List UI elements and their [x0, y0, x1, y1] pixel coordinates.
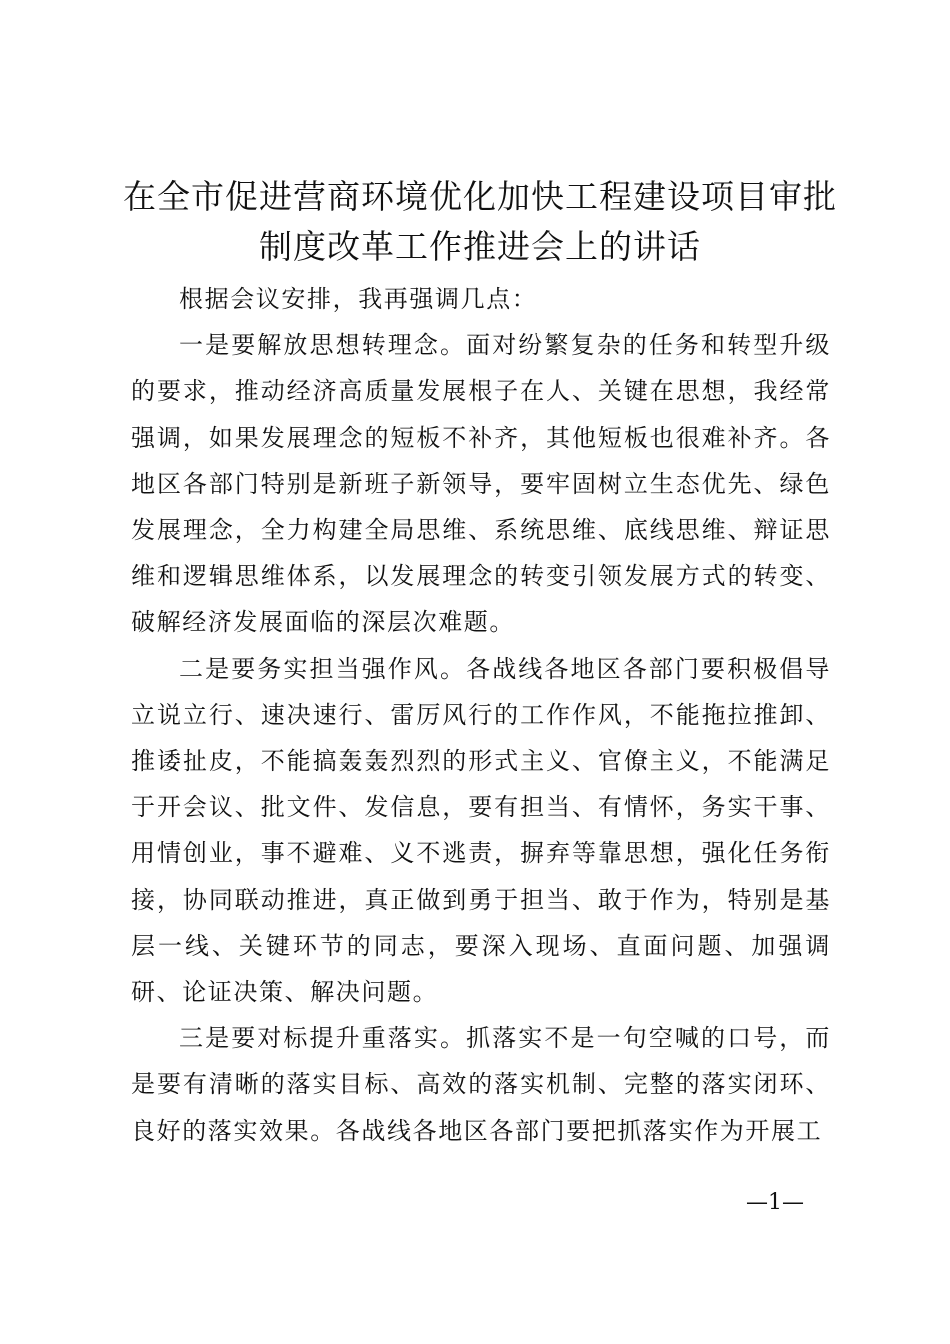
- document-title: 在全市促进营商环境优化加快工程建设项目审批制度改革工作推进会上的讲话: [123, 177, 837, 266]
- page-number: —1—: [746, 1190, 804, 1215]
- paragraph-point-three: 三是要对标提升重落实。抓落实不是一句空喊的口号，而是要有清晰的落实目标、高效的落实机制、完整的落实闭环、良好的落实效果。各战线各地区各部门要把抓落实作为开展工: [131, 1024, 831, 1145]
- paragraph-intro: 根据会议安排，我再强调几点：: [179, 285, 538, 313]
- paragraph-point-one: 一是要解放思想转理念。面对纷繁复杂的任务和转型升级的要求，推动经济高质量发展根子在人、关键在思想，我经常强调，如果发展理念的短板不补齐，其他短板也很难补齐。各地区各部门特别是新班子新领导，要牢固树立生态优先、绿色发展理念，全力构建全局思维、系统思维、底线思维、辩证思维和逻辑思维体系，以发展理念的转变引领发展方式的转变、破解经济发展面临的深层次难题。: [131, 331, 831, 637]
- document-body: [131, 276, 831, 1154]
- paragraph-point-two: 二是要务实担当强作风。各战线各地区各部门要积极倡导立说立行、速决速行、雷厉风行的工作作风，不能拖拉推卸、推诿扯皮，不能搞轰轰烈烈的形式主义、官僚主义，不能满足于开会议、批文件、发信息，要有担当、有情怀，务实干事、用情创业，事不避难、义不逃责，摒弃等靠思想，强化任务衔接，协同联动推进，真正做到勇于担当、敢于作为，特别是基层一线、关键环节的同志，要深入现场、直面问题、加强调研、论证决策、解决问题。: [131, 654, 831, 1007]
